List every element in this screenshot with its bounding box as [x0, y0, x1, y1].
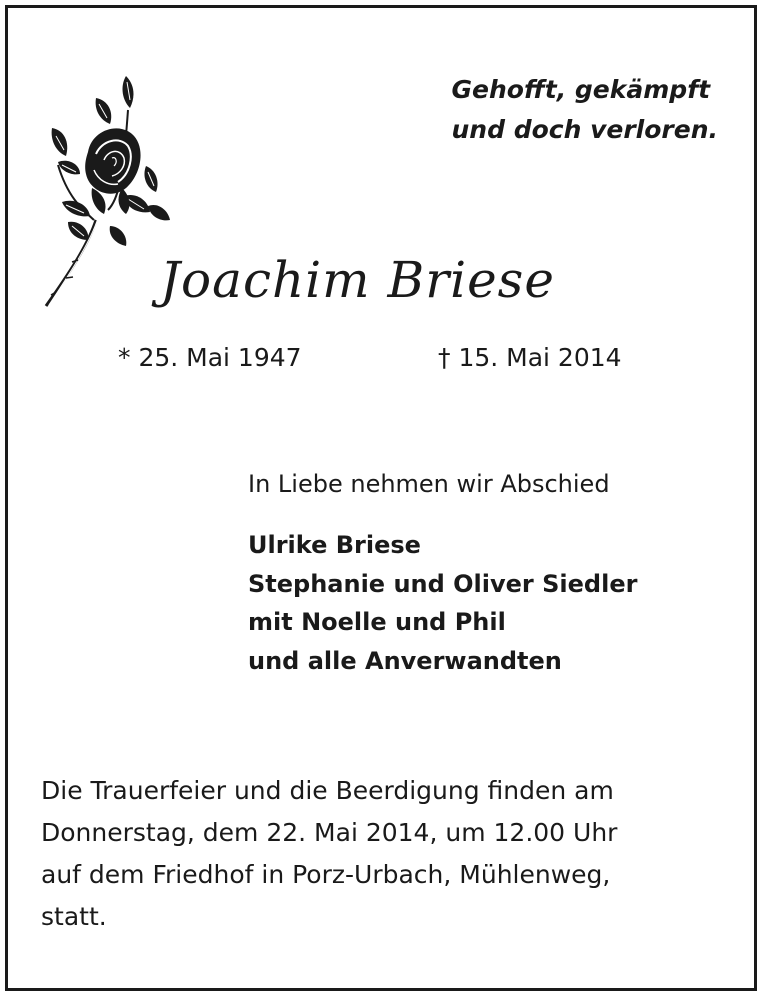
- motto-line: und doch verloren.: [451, 115, 718, 144]
- birth-date: * 25. Mai 1947: [118, 343, 302, 372]
- motto: [452, 70, 719, 150]
- ceremony-line: statt.: [41, 902, 107, 931]
- motto-line: Gehofft, gekämpft: [451, 75, 711, 104]
- mourner-line: und alle Anverwandten: [248, 646, 562, 675]
- farewell-text: In Liebe nehmen wir Abschied: [248, 470, 610, 498]
- ceremony-info: [41, 770, 617, 938]
- mourners-list: [248, 526, 637, 680]
- deceased-name: Joachim Briese: [160, 251, 555, 309]
- rose-icon: [38, 70, 178, 310]
- ceremony-line: Donnerstag, dem 22. Mai 2014, um 12.00 Uhr: [41, 818, 618, 847]
- ceremony-line: auf dem Friedhof in Porz-Urbach, Mühlenweg,: [41, 860, 611, 889]
- ceremony-line: Die Trauerfeier und die Beerdigung finden am: [41, 776, 614, 805]
- mourner-line: mit Noelle und Phil: [248, 608, 506, 636]
- mourner-line: Ulrike Briese: [248, 531, 421, 559]
- death-date: † 15. Mai 2014: [438, 343, 622, 372]
- mourner-line: Stephanie und Oliver Siedler: [248, 569, 638, 598]
